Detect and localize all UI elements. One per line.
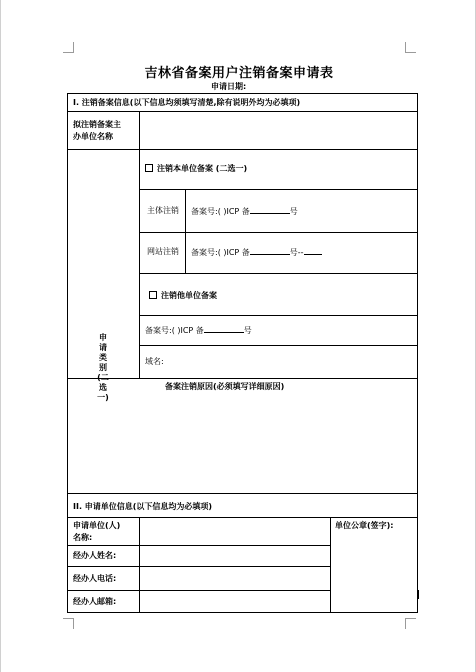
crop-mark-top-right — [405, 42, 416, 53]
record-number-blank[interactable] — [250, 246, 290, 255]
record-number-prefix: 备案号:( )ICP 备 — [191, 207, 250, 216]
option-cancel-other-unit[interactable] — [149, 290, 217, 301]
site-cancel-label: 网站注销 — [147, 247, 179, 256]
option-cancel-own-unit-label: 注销本单位备案 (二选一) — [157, 164, 248, 173]
crop-mark-bottom-left — [63, 618, 74, 629]
option-cancel-other-unit-label: 注销他单位备案 — [161, 291, 217, 300]
row-line — [139, 273, 417, 274]
record-number-suffix: 号 — [243, 326, 252, 335]
table-border-left — [67, 93, 68, 613]
site-record-number-field[interactable] — [191, 246, 322, 258]
col-line — [185, 189, 186, 273]
crop-mark-bottom-right — [405, 618, 416, 629]
checkbox-icon[interactable] — [145, 164, 153, 172]
application-type-label: 申请类别(二选一) — [97, 333, 109, 402]
application-form-table — [67, 93, 417, 613]
table-border-right — [417, 93, 418, 613]
table-border-top — [67, 93, 417, 94]
row-line — [139, 232, 417, 233]
row-line — [139, 189, 417, 190]
row-line — [67, 545, 330, 546]
unit-seal-label: 单位公章(签字): — [335, 521, 394, 530]
cancel-reason-label: 备案注销原因(必须填写详细原因) — [165, 382, 285, 391]
row-line — [139, 315, 417, 316]
col-line — [330, 517, 331, 612]
main-cancel-label: 主体注销 — [147, 206, 179, 215]
handler-name-label: 经办人姓名: — [73, 551, 117, 560]
text-cursor — [417, 590, 419, 599]
domain-label: 域名: — [145, 357, 164, 366]
applicant-label-line2: 名称: — [73, 533, 93, 542]
row-line — [67, 517, 417, 518]
unit-name-label-line2: 办单位名称 — [73, 132, 113, 141]
col-line — [139, 517, 140, 612]
row-line — [67, 149, 417, 150]
applicant-label-line1: 申请单位(人) — [73, 521, 121, 530]
crop-mark-top-left — [63, 42, 74, 53]
section1-heading: I. 注销备案信息(以下信息均须填写清楚,除有说明外均为必填项) — [73, 98, 301, 107]
record-number-blank[interactable] — [250, 205, 290, 214]
row-line — [67, 378, 417, 379]
record-number-suffix: 号 — [289, 207, 298, 216]
record-number-prefix: 备案号:( )ICP 备 — [191, 248, 250, 257]
option-cancel-own-unit[interactable] — [145, 163, 247, 174]
row-line — [67, 590, 330, 591]
unit-name-label-line1: 拟注销备案主 — [73, 120, 121, 129]
record-number-dash: 号-- — [289, 248, 304, 257]
site-number-blank[interactable] — [304, 246, 322, 255]
record-number-blank[interactable] — [204, 324, 244, 333]
main-record-number-field[interactable] — [191, 205, 298, 217]
apply-date-label: 申请日期: — [211, 82, 247, 91]
record-number-prefix: 备案号:( )ICP 备 — [145, 326, 204, 335]
row-line — [67, 566, 330, 567]
col-line — [139, 111, 140, 378]
checkbox-icon[interactable] — [149, 291, 157, 299]
other-record-number-field[interactable] — [145, 324, 252, 336]
row-line — [139, 345, 417, 346]
row-line — [67, 111, 417, 112]
form-title: 吉林省备案用户注销备案申请表 — [144, 66, 334, 81]
section2-heading: II. 申请单位信息(以下信息均为必填项) — [73, 502, 213, 511]
handler-phone-label: 经办人电话: — [73, 574, 117, 583]
row-line — [67, 493, 417, 494]
handler-email-label: 经办人邮箱: — [73, 597, 117, 606]
table-border-bottom — [67, 612, 417, 613]
